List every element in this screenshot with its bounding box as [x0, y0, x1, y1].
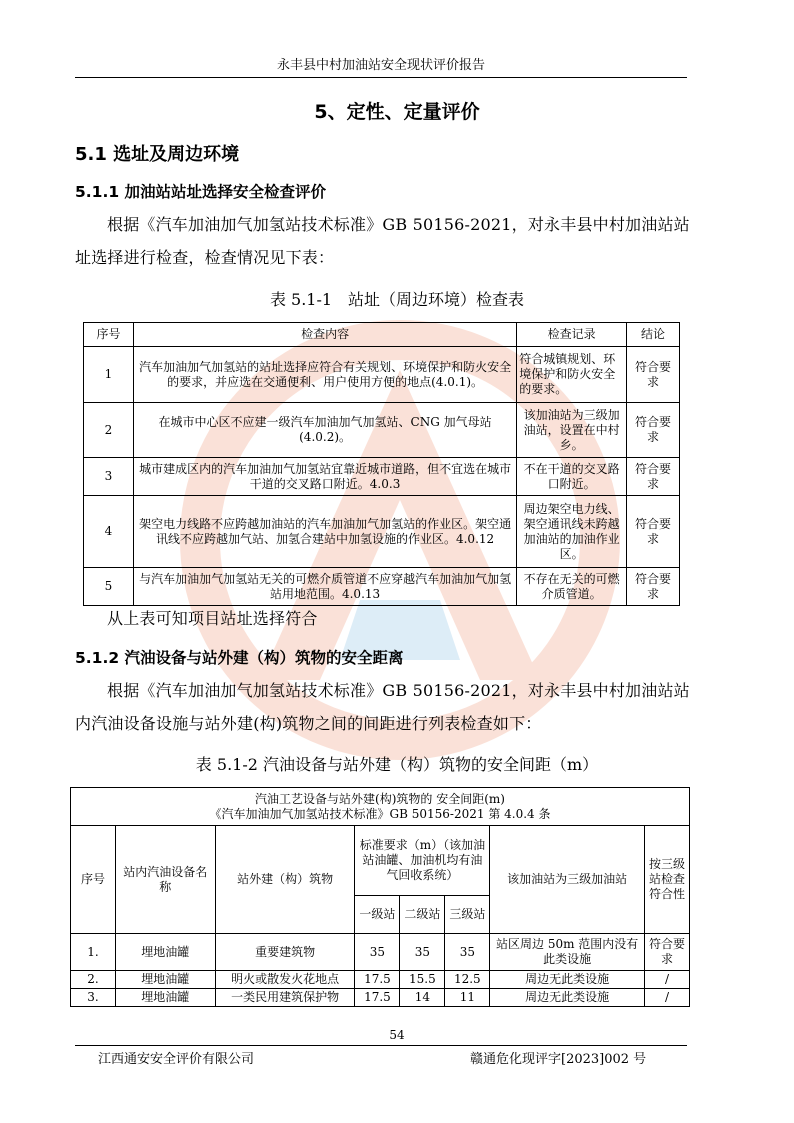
table-row — [84, 347, 680, 403]
footer-company: 江西通安安全评价有限公司 — [98, 1052, 255, 1067]
table-caption-2: 表 5.1-2 汽油设备与站外建（构）筑物的安全间距（m） — [195, 755, 599, 774]
page-header: 永丰县中村加油站安全现状评价报告 — [276, 58, 485, 73]
cell-device: 埋地油罐 — [115, 934, 215, 971]
cell-l3: 11 — [445, 989, 490, 1007]
safety-distance-table — [70, 787, 690, 1007]
cell-result: 符合要求 — [645, 934, 690, 971]
table-row — [84, 403, 680, 458]
conclusion-text: 从上表可知项目站址选择符合 — [107, 609, 318, 628]
table-title-line-2: 《汽车加油加气加氢站技术标准》GB 50156-2021 第 4.0.4 条 — [209, 806, 551, 821]
col-header-station: 该加油站为三级加油站 — [490, 826, 645, 934]
col-header-content: 检查内容 — [133, 323, 516, 347]
cell-no: 4 — [84, 496, 134, 568]
table-row — [71, 971, 690, 989]
cell-result: 符合要求 — [627, 458, 680, 496]
cell-device: 埋地油罐 — [115, 989, 215, 1007]
table-title-line-1: 汽油工艺设备与站外建(构)筑物的 安全间距(m) — [255, 791, 505, 806]
cell-actual: 周边无此类设施 — [490, 989, 645, 1007]
cell-content: 汽车加油加气加氢站的站址选择应符合有关规划、环境保护和防火安全的要求，并应选在交通便利、用户使用方便的地点(4.0.1)。 — [133, 347, 516, 403]
col-header-no: 序号 — [71, 826, 116, 934]
cell-building: 一类民用建筑保护物 — [215, 989, 355, 1007]
cell-no: 1. — [71, 934, 116, 971]
paragraph-1: 根据《汽车加油加气加氢站技术标准》GB 50156-2021，对永丰县中村加油站站址选择进行检查，检查情况见下表： — [75, 215, 690, 267]
cell-record: 周边架空电力线、架空通讯线未跨越加油站的加油作业区。 — [517, 496, 627, 568]
cell-record: 不存在无关的可燃介质管道。 — [517, 568, 627, 606]
cell-record: 符合城镇规划、环境保护和防火安全的要求。 — [517, 347, 627, 403]
cell-l1: 17.5 — [355, 971, 400, 989]
col-header-no: 序号 — [84, 323, 134, 347]
cell-content: 在城市中心区不应建一级汽车加油加气加氢站、CNG 加气母站(4.0.2)。 — [133, 403, 516, 458]
col-header-level-1: 一级站 — [355, 896, 400, 934]
cell-no: 2 — [84, 403, 134, 458]
table-row — [71, 934, 690, 971]
chapter-title: 5、定性、定量评价 — [314, 101, 480, 123]
cell-no: 1 — [84, 347, 134, 403]
cell-l1: 35 — [355, 934, 400, 971]
cell-building: 明火或散发火花地点 — [215, 971, 355, 989]
col-header-level-2: 二级站 — [400, 896, 445, 934]
cell-device: 埋地油罐 — [115, 971, 215, 989]
table-row — [71, 989, 690, 1007]
cell-l2: 35 — [400, 934, 445, 971]
subsection-title-2: 5.1.2 汽油设备与站外建（构）筑物的安全距离 — [75, 649, 404, 667]
cell-result: 符合要求 — [627, 496, 680, 568]
cell-actual: 站区周边 50m 范围内没有此类设施 — [490, 934, 645, 971]
cell-no: 2. — [71, 971, 116, 989]
cell-no: 5 — [84, 568, 134, 606]
subsection-title-1: 5.1.1 加油站站址选择安全检查评价 — [75, 183, 327, 201]
table-title-cell — [71, 788, 690, 826]
cell-content: 与汽车加油加气加氢站无关的可燃介质管道不应穿越汽车加油加气加氢站用地范围。4.0.13 — [133, 568, 516, 606]
cell-no: 3 — [84, 458, 134, 496]
col-header-device: 站内汽油设备名称 — [115, 826, 215, 934]
cell-result: 符合要求 — [627, 403, 680, 458]
cell-l2: 15.5 — [400, 971, 445, 989]
col-header-standard: 标准要求（m）（该加油站油罐、加油机均有油气回收系统） — [355, 826, 490, 896]
cell-content: 城市建成区内的汽车加油加气加氢站宜靠近城市道路，但不宜选在城市干道的交叉路口附近。4.0.3 — [133, 458, 516, 496]
table-row — [84, 568, 680, 606]
paragraph-2: 根据《汽车加油加气加氢站技术标准》GB 50156-2021，对永丰县中村加油站站内汽油设备设施与站外建(构)筑物之间的间距进行列表检查如下： — [75, 681, 690, 733]
cell-l1: 17.5 — [355, 989, 400, 1007]
section-title: 5.1 选址及周边环境 — [75, 144, 240, 165]
cell-l2: 14 — [400, 989, 445, 1007]
site-check-table — [83, 322, 680, 606]
cell-l3: 35 — [445, 934, 490, 971]
table-caption-1: 表 5.1-1 站址（周边环境）检查表 — [269, 290, 525, 309]
cell-result: 符合要求 — [627, 568, 680, 606]
cell-content: 架空电力线路不应跨越加油站的汽车加油加气加氢站的作业区。架空通讯线不应跨越加气站、加氢合建站中加氢设施的作业区。4.0.12 — [133, 496, 516, 568]
cell-record: 该加油站为三级加油站，设置在中村乡。 — [517, 403, 627, 458]
col-header-building: 站外建（构）筑物 — [215, 826, 355, 934]
page-number: 54 — [389, 1028, 405, 1042]
col-header-level-3: 三级站 — [445, 896, 490, 934]
cell-result: / — [645, 989, 690, 1007]
cell-building: 重要建筑物 — [215, 934, 355, 971]
cell-actual: 周边无此类设施 — [490, 971, 645, 989]
col-header-record: 检查记录 — [517, 323, 627, 347]
footer-rule — [75, 1045, 687, 1046]
col-header-result: 结论 — [627, 323, 680, 347]
cell-result: 符合要求 — [627, 347, 680, 403]
footer-report-no: 赣通危化现评字[2023]002 号 — [470, 1052, 647, 1067]
table-row — [84, 458, 680, 496]
cell-no: 3. — [71, 989, 116, 1007]
header-rule — [75, 77, 687, 78]
cell-record: 不在干道的交叉路口附近。 — [517, 458, 627, 496]
col-header-check: 按三级站检查符合性 — [645, 826, 690, 934]
cell-result: / — [645, 971, 690, 989]
table-row — [84, 496, 680, 568]
cell-l3: 12.5 — [445, 971, 490, 989]
